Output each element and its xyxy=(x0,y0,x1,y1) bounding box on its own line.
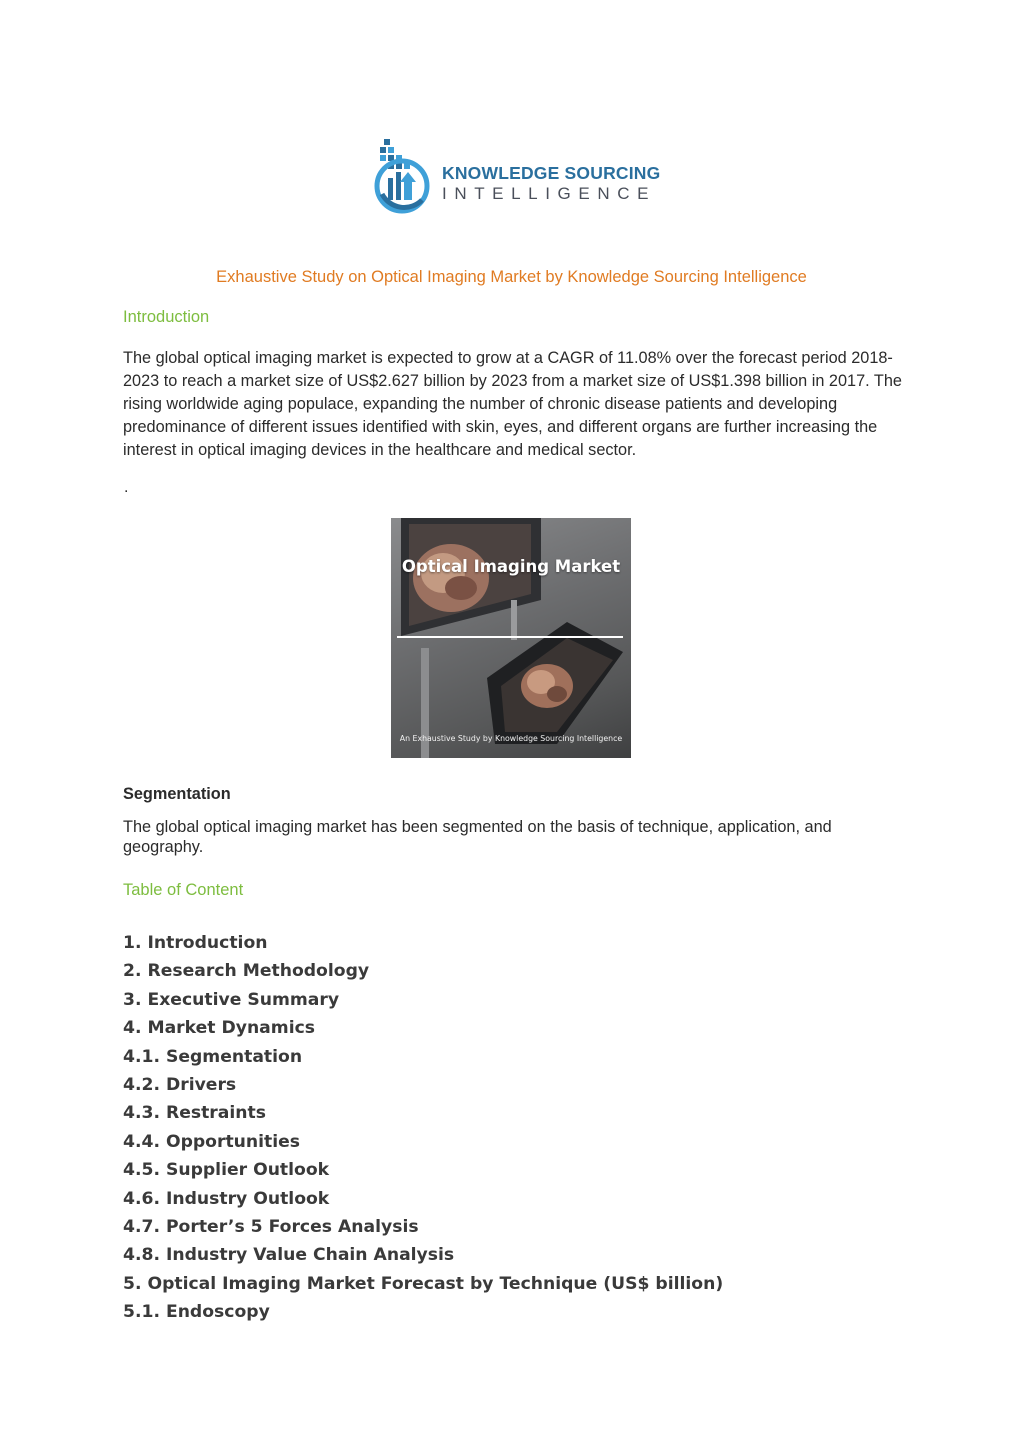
toc-item: 4.3. Restraints xyxy=(123,1103,266,1124)
logo-text-primary: KNOWLEDGE SOURCING xyxy=(442,163,661,183)
toc-item: 4.7. Porter’s 5 Forces Analysis xyxy=(123,1216,419,1237)
image-caption: An Exhaustive Study by Knowledge Sourcing Intelligence xyxy=(399,734,623,743)
document-title: Exhaustive Study on Optical Imaging Market by Knowledge Sourcing Intelligence xyxy=(216,268,807,286)
image-title: Optical Imaging Market xyxy=(401,557,621,576)
toc-item: 2. Research Methodology xyxy=(123,961,370,982)
logo-text-secondary: INTELLIGENCE xyxy=(442,184,657,203)
toc-item: 5.1. Endoscopy xyxy=(123,1302,270,1323)
knowledge-sourcing-logo-icon xyxy=(374,134,444,216)
toc-item: 4.5. Supplier Outlook xyxy=(123,1160,330,1181)
toc-item: 4.8. Industry Value Chain Analysis xyxy=(123,1245,455,1266)
separator-dot: . xyxy=(124,479,129,496)
toc-item: 4.6. Industry Outlook xyxy=(123,1188,330,1209)
monitor-photo-illustration xyxy=(391,518,631,758)
toc-item: 3. Executive Summary xyxy=(123,989,340,1010)
toc-item: 1. Introduction xyxy=(123,933,268,953)
toc-item: 4.1. Segmentation xyxy=(123,1046,303,1067)
optical-imaging-market-image xyxy=(391,518,631,758)
introduction-heading: Introduction xyxy=(123,308,210,326)
toc-item: 4.4. Opportunities xyxy=(123,1131,301,1152)
toc-item: 4.2. Drivers xyxy=(123,1074,237,1095)
introduction-paragraph: The global optical imaging market is expected to grow at a CAGR of 11.08% over the forecast period 2018-2023 to reach a market size of US$2.627 billion by 2023 from a market size of US$1.398 billion in 2017. The rising worldwide aging populace, expanding the number of chronic disease patients and developing predominance of different issues identified with skin, eyes, and different organs are further increasing the interest in optical imaging devices in the healthcare and medical sector. xyxy=(123,349,902,459)
toc-item: 5. Optical Imaging Market Forecast by Technique (US$ billion) xyxy=(123,1273,724,1294)
image-divider xyxy=(397,636,623,638)
company-logo xyxy=(374,134,661,216)
toc-heading: Table of Content xyxy=(123,881,244,899)
toc-list xyxy=(123,929,723,1326)
segmentation-paragraph: The global optical imaging market has been segmented on the basis of technique, application, and geography. xyxy=(123,818,832,856)
toc-item: 4. Market Dynamics xyxy=(123,1018,315,1039)
segmentation-heading: Segmentation xyxy=(123,785,231,803)
